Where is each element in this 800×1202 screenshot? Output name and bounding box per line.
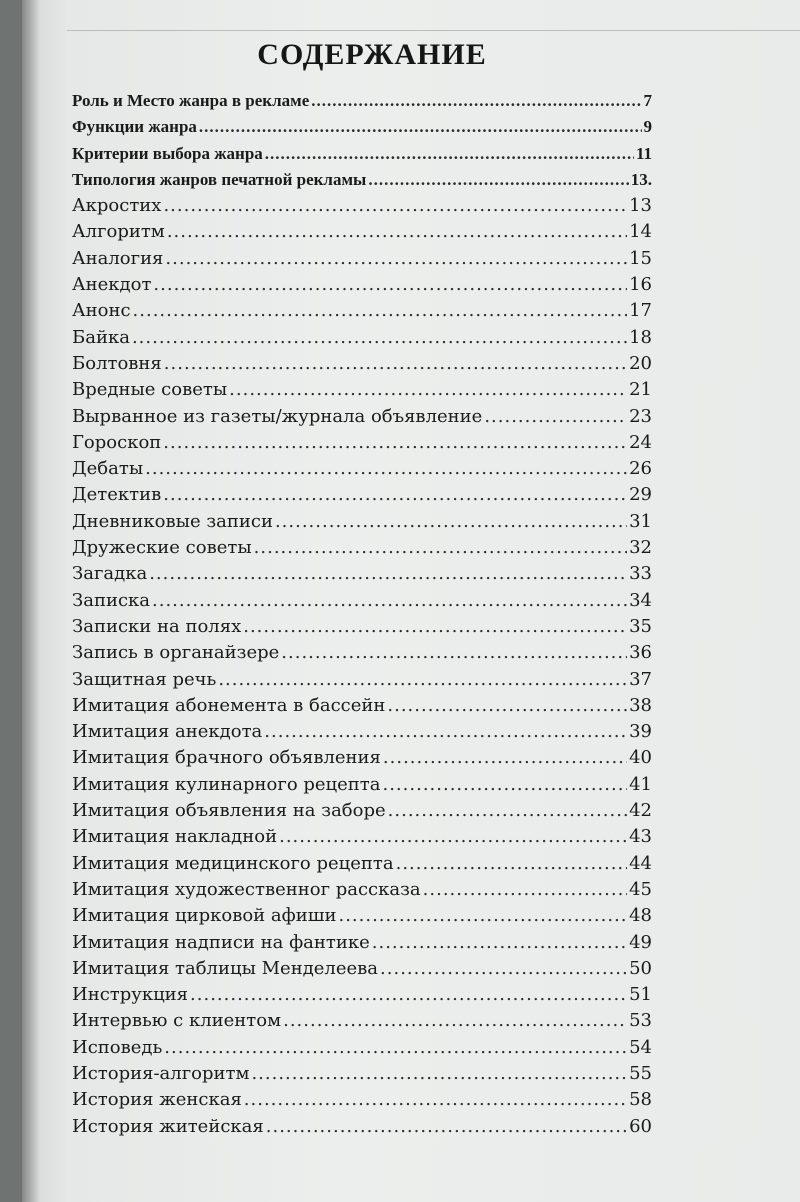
table-of-contents bbox=[72, 88, 652, 1140]
dot-leader bbox=[281, 640, 627, 666]
toc-entry-page-number: 37 bbox=[629, 668, 652, 690]
dot-leader bbox=[254, 535, 627, 561]
toc-entry-page-number: 60 bbox=[629, 1115, 652, 1137]
dot-leader bbox=[275, 509, 627, 535]
toc-entry-page-number: 49 bbox=[629, 931, 652, 953]
toc-entry-label: Инструкция bbox=[72, 984, 189, 1006]
toc-entry-label: Защитная речь bbox=[72, 668, 217, 690]
toc-entry-page-number: 7 bbox=[643, 91, 652, 110]
toc-entry-label: Имитация медицинского рецепта bbox=[72, 852, 394, 874]
toc-entry-label: Дебаты bbox=[72, 458, 144, 480]
toc-entry-label: Критерии выбора жанра bbox=[72, 143, 263, 163]
page-title: СОДЕРЖАНИЕ bbox=[257, 38, 487, 71]
toc-entry-page-number: 29 bbox=[629, 484, 652, 506]
toc-entry bbox=[72, 377, 652, 403]
toc-entry-page-number: 36 bbox=[629, 642, 652, 664]
dot-leader bbox=[265, 141, 634, 167]
dot-leader bbox=[388, 798, 627, 824]
toc-entry bbox=[72, 219, 652, 245]
toc-entry-label: Имитация художественног рассказа bbox=[72, 878, 421, 900]
dot-leader bbox=[368, 167, 628, 193]
toc-entry-page-number: 45 bbox=[629, 878, 652, 900]
toc-entry-label: История женская bbox=[72, 1089, 242, 1111]
toc-entry-page-number: 33 bbox=[629, 563, 652, 585]
toc-entry bbox=[72, 404, 652, 430]
toc-entry-page-number: 51 bbox=[629, 984, 652, 1006]
toc-entry bbox=[72, 430, 652, 456]
toc-entry bbox=[72, 614, 652, 640]
toc-entry bbox=[72, 88, 652, 114]
dot-leader bbox=[383, 745, 627, 771]
toc-entry bbox=[72, 325, 652, 351]
toc-entry-label: Гороскоп bbox=[72, 431, 162, 453]
toc-entry-label: Записка bbox=[72, 589, 151, 611]
toc-entry bbox=[72, 351, 652, 377]
toc-entry-page-number: 54 bbox=[629, 1036, 652, 1058]
dot-leader bbox=[167, 219, 627, 245]
toc-entry bbox=[72, 561, 652, 587]
dot-leader bbox=[165, 246, 627, 272]
toc-entry-label: Детектив bbox=[72, 484, 162, 506]
dot-leader bbox=[387, 693, 627, 719]
toc-entry bbox=[72, 456, 652, 482]
toc-entry-label: Исповедь bbox=[72, 1036, 163, 1058]
dot-leader bbox=[251, 1061, 627, 1087]
toc-entry-page-number: 48 bbox=[629, 905, 652, 927]
toc-entry-label: Загадка bbox=[72, 563, 148, 585]
toc-entry bbox=[72, 167, 652, 193]
dot-leader bbox=[372, 930, 627, 956]
toc-entry-page-number: 16 bbox=[629, 274, 652, 296]
toc-entry-label: Имитация абонемента в бассейн bbox=[72, 694, 386, 716]
toc-entry-page-number: 26 bbox=[629, 458, 652, 480]
dot-leader bbox=[382, 772, 627, 798]
dot-leader bbox=[163, 430, 627, 456]
toc-entry-label: Имитация цирковой афиши bbox=[72, 905, 337, 927]
toc-entry-label: Запись в органайзере bbox=[72, 642, 280, 664]
spine-shadow bbox=[22, 0, 40, 1202]
dot-leader bbox=[484, 404, 627, 430]
toc-entry bbox=[72, 1035, 652, 1061]
toc-entry-page-number: 42 bbox=[629, 800, 652, 822]
toc-entry bbox=[72, 141, 652, 167]
toc-entry-label: Имитация таблицы Менделеева bbox=[72, 957, 379, 979]
dot-leader bbox=[199, 114, 642, 140]
toc-entry-label: Акростих bbox=[72, 195, 162, 217]
toc-entry-page-number: 53 bbox=[629, 1010, 652, 1032]
toc-entry-label: Вырванное из газеты/журнала объявление bbox=[72, 405, 483, 427]
toc-entry-label: Имитация брачного объявления bbox=[72, 747, 381, 769]
dot-leader bbox=[279, 824, 627, 850]
toc-entry-label: Болтовня bbox=[72, 352, 162, 374]
dot-leader bbox=[380, 956, 627, 982]
toc-entry bbox=[72, 246, 652, 272]
toc-entry-page-number: 39 bbox=[629, 721, 652, 743]
toc-entry bbox=[72, 509, 652, 535]
dot-leader bbox=[163, 482, 627, 508]
toc-entry-label: История житейская bbox=[72, 1115, 264, 1137]
toc-entry bbox=[72, 667, 652, 693]
toc-entry-page-number: 55 bbox=[629, 1062, 652, 1084]
toc-entry-label: Записки на полях bbox=[72, 615, 242, 637]
toc-entry-page-number: 15 bbox=[629, 247, 652, 269]
toc-entry-label: Интервью с клиентом bbox=[72, 1010, 282, 1032]
dot-leader bbox=[152, 588, 627, 614]
toc-entry-page-number: 38 bbox=[629, 694, 652, 716]
toc-entry bbox=[72, 1087, 652, 1113]
toc-entry bbox=[72, 588, 652, 614]
toc-entry bbox=[72, 798, 652, 824]
toc-entry-page-number: 31 bbox=[629, 510, 652, 532]
toc-entry-label: Типология жанров печатной рекламы bbox=[72, 169, 367, 189]
toc-entry bbox=[72, 535, 652, 561]
toc-entry bbox=[72, 877, 652, 903]
dot-leader bbox=[163, 193, 627, 219]
toc-entry bbox=[72, 640, 652, 666]
toc-entry bbox=[72, 1114, 652, 1140]
dot-leader bbox=[190, 982, 627, 1008]
toc-entry-label: Имитация кулинарного рецепта bbox=[72, 773, 381, 795]
toc-entry-label: Байка bbox=[72, 326, 130, 348]
toc-entry bbox=[72, 272, 652, 298]
toc-entry-page-number: 44 bbox=[629, 852, 652, 874]
dot-leader bbox=[133, 298, 628, 324]
dot-leader bbox=[164, 1035, 627, 1061]
toc-entry-page-number: 58 bbox=[629, 1089, 652, 1111]
toc-entry-page-number: 40 bbox=[629, 747, 652, 769]
toc-entry-label: Роль и Место жанра в рекламе bbox=[72, 91, 310, 110]
toc-entry-label: Анонс bbox=[72, 300, 131, 322]
toc-entry-label: Анекдот bbox=[72, 274, 152, 296]
dot-leader bbox=[283, 1008, 627, 1034]
dot-leader bbox=[243, 614, 627, 640]
dot-leader bbox=[264, 719, 627, 745]
toc-entry bbox=[72, 930, 652, 956]
toc-entry bbox=[72, 982, 652, 1008]
toc-entry-label: Имитация анекдота bbox=[72, 721, 263, 743]
toc-entry bbox=[72, 824, 652, 850]
toc-entry bbox=[72, 719, 652, 745]
toc-entry-page-number: 34 bbox=[629, 589, 652, 611]
toc-entry bbox=[72, 482, 652, 508]
dot-leader bbox=[132, 325, 627, 351]
toc-entry bbox=[72, 745, 652, 771]
toc-entry-label: Имитация объявления на заборе bbox=[72, 800, 386, 822]
toc-entry-page-number: 18 bbox=[629, 326, 652, 348]
toc-entry-label: Вредные советы bbox=[72, 379, 228, 401]
dot-leader bbox=[229, 377, 627, 403]
toc-entry bbox=[72, 772, 652, 798]
dot-leader bbox=[423, 877, 627, 903]
toc-entry-label: Дневниковые записи bbox=[72, 510, 273, 532]
toc-entry-page-number: 41 bbox=[629, 773, 652, 795]
dot-leader bbox=[145, 456, 627, 482]
dot-leader bbox=[164, 351, 627, 377]
toc-entry-label: Имитация надписи на фантике bbox=[72, 931, 370, 953]
toc-entry-page-number: 13. bbox=[630, 169, 652, 189]
toc-entry bbox=[72, 851, 652, 877]
dot-leader bbox=[149, 561, 627, 587]
dot-leader bbox=[153, 272, 627, 298]
toc-entry-label: Аналогия bbox=[72, 247, 164, 269]
toc-entry-page-number: 43 bbox=[629, 826, 652, 848]
toc-entry bbox=[72, 1061, 652, 1087]
toc-entry-page-number: 11 bbox=[635, 143, 652, 163]
toc-entry-label: Функции жанра bbox=[72, 117, 197, 137]
book-page bbox=[22, 0, 800, 1202]
dot-leader bbox=[396, 851, 628, 877]
toc-entry-page-number: 13 bbox=[629, 195, 652, 217]
dot-leader bbox=[266, 1114, 627, 1140]
toc-entry-page-number: 20 bbox=[629, 352, 652, 374]
toc-entry bbox=[72, 1008, 652, 1034]
toc-entry bbox=[72, 693, 652, 719]
toc-entry-page-number: 17 bbox=[629, 300, 652, 322]
toc-entry-page-number: 32 bbox=[629, 537, 652, 559]
toc-entry bbox=[72, 956, 652, 982]
dot-leader bbox=[218, 667, 627, 693]
dot-leader bbox=[338, 903, 627, 929]
toc-entry bbox=[72, 903, 652, 929]
toc-entry-page-number: 9 bbox=[643, 117, 652, 137]
toc-entry bbox=[72, 193, 652, 219]
toc-entry-page-number: 50 bbox=[629, 957, 652, 979]
toc-entry-label: Имитация накладной bbox=[72, 826, 278, 848]
toc-entry bbox=[72, 298, 652, 324]
dot-leader bbox=[244, 1087, 627, 1113]
toc-entry-page-number: 24 bbox=[629, 431, 652, 453]
toc-entry-label: История-алгоритм bbox=[72, 1062, 250, 1084]
toc-entry-label: Дружеские советы bbox=[72, 537, 252, 559]
header-rule bbox=[67, 30, 800, 31]
toc-entry-page-number: 14 bbox=[629, 221, 652, 243]
toc-entry bbox=[72, 114, 652, 140]
toc-entry-page-number: 23 bbox=[629, 405, 652, 427]
toc-entry-label: Алгоритм bbox=[72, 221, 165, 243]
toc-entry-page-number: 35 bbox=[629, 615, 652, 637]
dot-leader bbox=[311, 88, 641, 114]
toc-entry-page-number: 21 bbox=[629, 379, 652, 401]
